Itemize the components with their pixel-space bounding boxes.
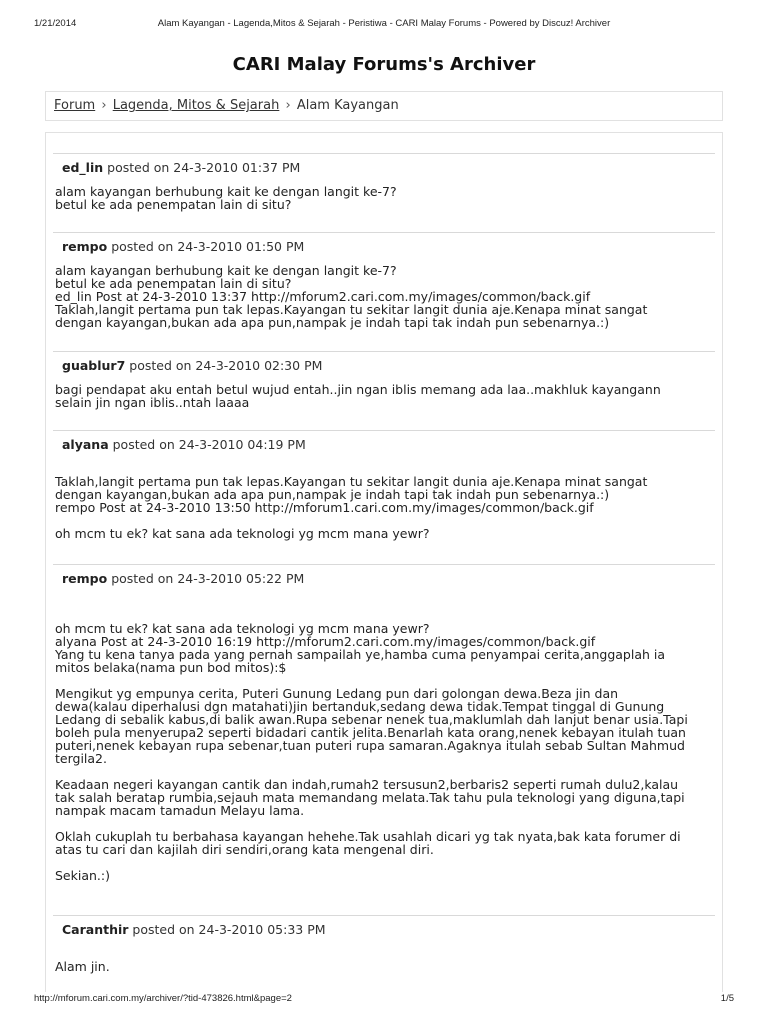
post xyxy=(46,351,724,409)
post-line: rempo Post at 24-3-2010 13:50 http://mforum1.cari.com.my/images/common/back.gif xyxy=(55,500,594,515)
post-line: oh mcm tu ek? kat sana ada teknologi yg mcm mana yewr? xyxy=(55,621,430,636)
post-line: alyana Post at 24-3-2010 16:19 http://mforum2.cari.com.my/images/common/back.gif xyxy=(55,634,596,649)
post-author: rempo xyxy=(62,239,108,254)
post-blank-line xyxy=(55,596,724,609)
post-meta: posted on 24-3-2010 01:37 PM xyxy=(107,160,301,175)
breadcrumb-category-link[interactable]: Lagenda, Mitos & Sejarah xyxy=(112,98,280,113)
post-header xyxy=(53,153,715,185)
post-line: Taklah,langit pertama pun tak lepas.Kayangan tu sekitar langit dunia aje.Kenapa minat sangat xyxy=(55,302,648,317)
post-line: nampak macam tamadun Melayu lama. xyxy=(55,803,305,818)
post xyxy=(46,232,724,329)
post-line: alam kayangan berhubung kait ke dengan langit ke-7? xyxy=(55,263,397,278)
post-line: tak salah beratap rumbia,sejauh mata memandang melata.Tak tahu pula teknologi yang diguna,tapi xyxy=(55,790,685,805)
post xyxy=(46,430,724,540)
post-meta: posted on 24-3-2010 04:19 PM xyxy=(112,437,306,452)
post-line: dengan kayangan,bukan ada apa pun,nampak je indah tapi tak indah pun sebenarnya.:) xyxy=(55,315,610,330)
breadcrumb xyxy=(45,91,723,121)
thread-container xyxy=(45,132,723,992)
breadcrumb-current: Alam Kayangan xyxy=(296,98,399,113)
post-author: Caranthir xyxy=(62,922,129,937)
post-body xyxy=(46,185,724,211)
post-header xyxy=(53,564,715,596)
print-page-count: 1/5 xyxy=(720,993,734,1004)
post xyxy=(46,915,724,973)
post-line: oh mcm tu ek? kat sana ada teknologi yg mcm mana yewr? xyxy=(55,526,430,541)
post-line: dewa(kalau diperhalusi dgn matahati)jin bertanduk,sedang dewa tidak.Tempat tinggal di Gunung xyxy=(55,699,665,714)
post-line: atas tu cari dan kajilah diri sendiri,orang kata mengenal diri. xyxy=(55,842,434,857)
post xyxy=(46,153,724,211)
post-body xyxy=(46,383,724,409)
post-meta: posted on 24-3-2010 02:30 PM xyxy=(129,358,323,373)
post-author: alyana xyxy=(62,437,109,452)
post-blank-line xyxy=(55,856,724,869)
breadcrumb-separator: › xyxy=(285,98,291,113)
post-author: rempo xyxy=(62,571,108,586)
print-document-title: Alam Kayangan - Lagenda,Mitos & Sejarah - Peristiwa - CARI Malay Forums - Powered by Discuz! Archiver xyxy=(157,18,611,29)
post-line: bagi pendapat aku entah betul wujud entah..jin ngan iblis memang ada laa..makhluk kayangann xyxy=(55,382,661,397)
post-line: Ledang di sebalik kabus,di balik awan.Rupa sebenar nenek tua,maklumlah dah lanjut benar usia.Tapi xyxy=(55,712,688,727)
post-line: Oklah cukuplah tu berbahasa kayangan hehehe.Tak usahlah dicari yg tak nyata,bak kata forumer di xyxy=(55,829,681,844)
post-line: betul ke ada penempatan lain di situ? xyxy=(55,197,292,212)
post-line: boleh pula menyerupa2 seperti bidadari cantik jelita.Benarlah kata orang,nenek kebayan itulah tuan xyxy=(55,725,686,740)
post-line: Taklah,langit pertama pun tak lepas.Kayangan tu sekitar langit dunia aje.Kenapa minat sangat xyxy=(55,474,648,489)
post xyxy=(46,564,724,882)
post-meta: posted on 24-3-2010 01:50 PM xyxy=(111,239,305,254)
post-line: tergila2. xyxy=(55,751,107,766)
post-meta: posted on 24-3-2010 05:22 PM xyxy=(111,571,305,586)
post-line: alam kayangan berhubung kait ke dengan langit ke-7? xyxy=(55,184,397,199)
post-line: Alam jin. xyxy=(55,959,110,974)
post-line: Keadaan negeri kayangan cantik dan indah,rumah2 tersusun2,berbaris2 seperti rumah dulu2,kalau xyxy=(55,777,679,792)
post-body xyxy=(46,947,724,973)
post-header xyxy=(53,430,715,462)
post-line: betul ke ada penempatan lain di situ? xyxy=(55,276,292,291)
post-line: dengan kayangan,bukan ada apa pun,nampak je indah tapi tak indah pun sebenarnya.:) xyxy=(55,487,610,502)
breadcrumb-forum-link[interactable]: Forum xyxy=(54,98,96,113)
post-body xyxy=(46,596,724,882)
post-line: puteri,nenek kebayan rupa sebenar,tuan puteri rupa samaran.Agaknya itulah sebab Sultan Mahmud xyxy=(55,738,685,753)
post-body xyxy=(46,462,724,540)
post-body xyxy=(46,264,724,329)
page-title: CARI Malay Forums's Archiver xyxy=(232,54,536,75)
post-header xyxy=(53,351,715,383)
print-date: 1/21/2014 xyxy=(34,18,77,29)
post-line: mitos belaka(nama pun bod mitos):$ xyxy=(55,660,287,675)
post-author: ed_lin xyxy=(62,160,104,175)
post-line: Sekian.:) xyxy=(55,868,110,883)
post-header xyxy=(53,232,715,264)
print-header xyxy=(0,0,768,34)
breadcrumb-separator: › xyxy=(101,98,107,113)
post-line: selain jin ngan iblis..ntah laaaa xyxy=(55,395,250,410)
print-url: http://mforum.cari.com.my/archiver/?tid-473826.html&page=2 xyxy=(34,993,292,1004)
post-line: Yang tu kena tanya pada yang pernah sampailah ye,hamba cuma penyampai cerita,anggaplah ia xyxy=(55,647,666,662)
post-blank-line xyxy=(55,947,724,960)
post-header xyxy=(53,915,715,947)
post-line: Mengikut yg empunya cerita, Puteri Gunung Ledang pun dari golongan dewa.Beza jin dan xyxy=(55,686,619,701)
post-author: guablur7 xyxy=(62,358,126,373)
post-meta: posted on 24-3-2010 05:33 PM xyxy=(132,922,326,937)
post-line: ed_lin Post at 24-3-2010 13:37 http://mforum2.cari.com.my/images/common/back.gif xyxy=(55,289,591,304)
